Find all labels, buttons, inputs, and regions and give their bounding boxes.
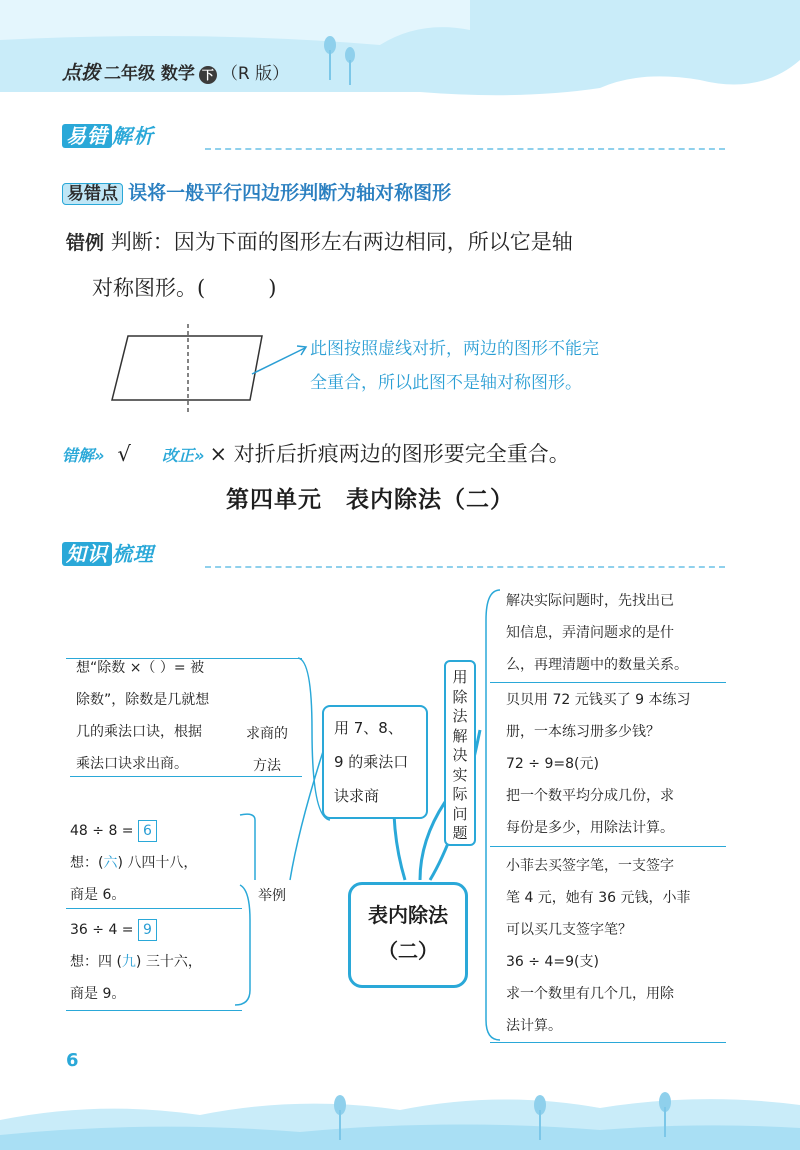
method-node: 用 7、8、 9 的乘法口 诀求商 [322,705,428,819]
right-block-1: 解决实际问题时，先找出已 知信息，弄清问题求的是什 么，再理清题中的数量关系。 [506,593,688,673]
example-line-1: 错例 判断：因为下面的图形左右两边相同，所以它是轴 [66,230,573,254]
mistake-point-text: 误将一般平行四边形判断为轴对称图形 [128,182,452,204]
divider [66,1010,242,1011]
think-method-text: 想“除数 ×（ ）= 被 除数”，除数是几就想 几的乘法口诀，根据 乘法口诀求出商。 [76,660,210,772]
divider [205,566,725,568]
correct-answer: × 对折后折痕两边的图形要完全重合。 [209,442,570,466]
section-label-knowledge: 知识 梳理 [62,538,154,567]
wrong-correct-row: 错解» √ 改正» × 对折后折痕两边的图形要完全重合。 [62,442,570,466]
example-2: 36 ÷ 4 = 9 想：四 (九) 三十六， 商是 9。 [70,914,240,1010]
analysis-note: 此图按照虚线对折，两边的图形不能完 全重合，所以此图不是轴对称图形。 [310,339,599,393]
brand-logo: 点拨 [62,62,101,84]
wrong-label: 错解 [62,446,95,465]
example-label: 错例 [66,232,105,254]
mistake-point [62,178,451,205]
mistake-point-tag: 易错点 [62,183,123,205]
header-title: 点拨 二年级 数学 下 （R 版） [62,62,290,84]
divider [205,148,725,150]
parallelogram-shape [112,336,262,400]
qiu-shang-label: 求商的 方法 [246,726,288,774]
examples-label: 举例 [258,888,286,904]
example-line-2: 对称图形。( ) [92,276,277,300]
divider [490,846,726,847]
right-block-3: 小菲去买签字笔，一支签字 笔 4 元，她有 36 元钱，小菲 可以买几支签字笔？ 36 ÷ 4=9(支) 求一个数里有几个几，用除 法计算。 [506,858,691,1034]
right-block-2: 贝贝用 72 元钱买了 9 本练习 册，一本练习册多少钱？ 72 ÷ 9=8(元) 把一个数平均分成几份，求 每份是多少，用除法计算。 [506,692,691,836]
correct-label: 改正 [162,446,195,465]
divider [490,1042,726,1043]
unit-title: 第四单元 表内除法（二） [226,487,514,513]
grade-badge: 下 [199,66,217,84]
divider [66,658,302,659]
section-label-mistake: 易错 解析 [62,120,154,149]
example-1: 48 ÷ 8 = 6 想：(六) 八四十八， 商是 6。 [70,815,240,911]
header-banner [0,0,800,100]
answer-box: 6 [138,820,157,842]
footer-banner [0,1080,800,1150]
center-node: 表内除法 （二） [348,882,468,988]
apply-node: 用 除 法 解 决 实 际 问 题 [444,660,476,846]
note-arrow [252,348,305,374]
divider [66,908,242,909]
page-number: 6 [66,1050,79,1071]
wrong-answer: √ [117,442,131,466]
answer-box: 9 [138,919,157,941]
divider [490,682,726,683]
